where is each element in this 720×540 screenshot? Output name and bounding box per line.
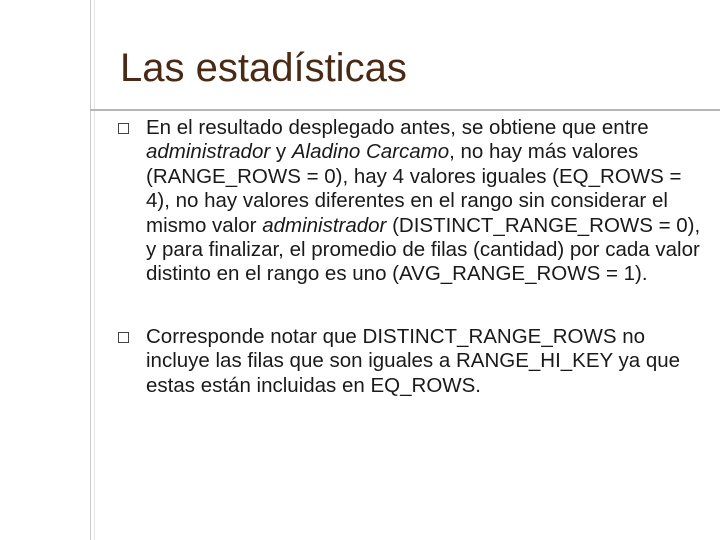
text-run-italic: administrador <box>262 213 387 237</box>
bullet-item <box>116 116 706 287</box>
hollow-square-icon <box>118 332 129 343</box>
left-vertical-rule-inner <box>94 0 95 540</box>
bullet-item <box>116 325 706 398</box>
text-run: , no hay más valores (RANGE_ROWS = 0), hay 4 valores iguales (EQ_ROWS = 4), no hay valores diferentes en el rango sin considerar el mismo valor <box>146 140 682 237</box>
text-run-italic: Aladino Carcamo <box>291 140 450 164</box>
text-run-italic: administrador <box>146 140 271 164</box>
bullet-list <box>116 116 706 398</box>
left-vertical-rule <box>90 0 91 540</box>
text-run: (DISTINCT_RANGE_ROWS = 0), y para finalizar, el promedio de filas (cantidad) por cada valor distinto en el rango es uno (AVG_RANGE_ROWS = 1). <box>146 213 701 286</box>
slide-title: Las estadísticas <box>120 46 407 90</box>
title-underline-rule <box>90 109 720 111</box>
text-run: y <box>270 140 292 164</box>
bullet-text <box>146 325 706 398</box>
hollow-square-icon <box>118 123 129 134</box>
text-run: Corresponde notar que DISTINCT_RANGE_ROWS no incluye las filas que son iguales a RANGE_HI_KEY ya que estas están incluidas en EQ_ROWS. <box>146 324 681 397</box>
text-run: En el resultado desplegado antes, se obtiene que entre <box>146 116 649 139</box>
bullet-text <box>146 116 706 287</box>
